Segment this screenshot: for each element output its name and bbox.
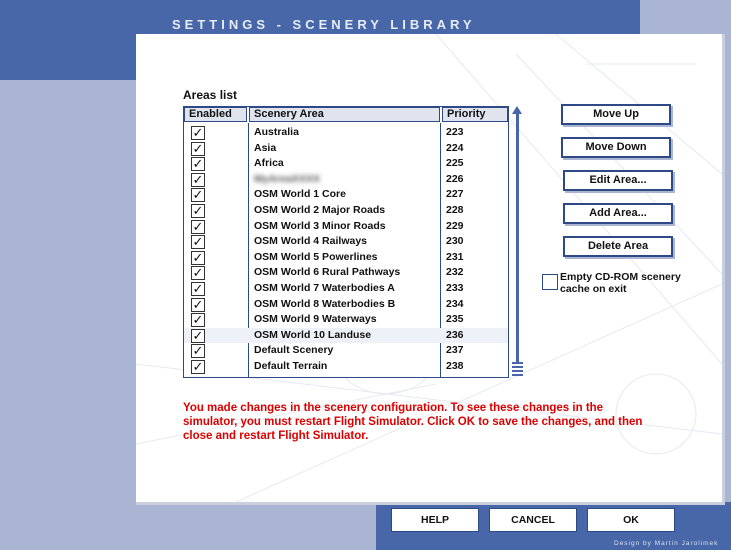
table-row[interactable] xyxy=(184,281,508,297)
scenery-area-name: Default Scenery xyxy=(254,344,334,357)
areas-list-label: Areas list xyxy=(183,88,238,102)
priority-value: 226 xyxy=(446,172,464,185)
table-row[interactable] xyxy=(184,156,508,172)
help-button[interactable]: HELP xyxy=(391,508,479,532)
table-row[interactable] xyxy=(184,250,508,266)
enabled-checkbox[interactable]: ✓ xyxy=(192,156,204,172)
scenery-area-name: OSM World 4 Railways xyxy=(254,235,368,248)
scenery-area-name: Default Terrain xyxy=(254,359,328,372)
priority-value: 223 xyxy=(446,126,464,138)
priority-value: 234 xyxy=(446,297,464,310)
list-scrollbar[interactable] xyxy=(512,106,522,378)
scenery-area-name: Asia xyxy=(254,141,277,154)
scenery-area-name: OSM World 8 Waterbodies B xyxy=(254,297,396,310)
edit-area-button[interactable]: Edit Area... xyxy=(563,170,673,191)
design-credit: Design by Martin Jarolimek xyxy=(614,540,719,547)
scenery-area-name: OSM World 6 Rural Pathways xyxy=(254,266,401,279)
column-header-scenery-area[interactable]: Scenery Area xyxy=(249,107,440,122)
scenery-area-name: Africa xyxy=(254,157,284,170)
priority-value: 235 xyxy=(446,313,464,326)
table-row[interactable] xyxy=(184,125,508,141)
page-title: SETTINGS - SCENERY LIBRARY xyxy=(172,17,476,32)
enabled-checkbox[interactable]: ✓ xyxy=(192,358,204,374)
scenery-area-name: Australia xyxy=(254,126,299,138)
table-row[interactable] xyxy=(184,265,508,281)
priority-value: 227 xyxy=(446,188,464,201)
scrollbar-track[interactable] xyxy=(516,114,519,368)
enabled-checkbox[interactable]: ✓ xyxy=(192,140,204,156)
enabled-checkbox[interactable]: ✓ xyxy=(192,234,204,250)
left-band xyxy=(0,80,136,550)
settings-panel xyxy=(136,34,725,505)
priority-value: 230 xyxy=(446,235,464,248)
scenery-area-name: OSM World 10 Landuse xyxy=(254,328,372,341)
priority-value: 231 xyxy=(446,250,464,263)
priority-value: 224 xyxy=(446,141,464,154)
enabled-checkbox[interactable]: ✓ xyxy=(192,171,204,187)
column-header-enabled[interactable]: Enabled xyxy=(184,107,247,122)
empty-cache-checkbox[interactable] xyxy=(542,274,558,290)
priority-value: 233 xyxy=(446,281,464,294)
priority-value: 238 xyxy=(446,359,464,372)
table-row[interactable] xyxy=(184,297,508,313)
empty-cache-label[interactable]: Empty CD-ROM scenery cache on exit xyxy=(560,271,681,295)
cancel-button[interactable]: CANCEL xyxy=(489,508,577,532)
table-row[interactable] xyxy=(184,172,508,188)
scenery-area-name: OSM World 9 Waterways xyxy=(254,313,377,326)
move-down-button[interactable]: Move Down xyxy=(561,137,671,158)
enabled-checkbox[interactable]: ✓ xyxy=(192,265,204,281)
scenery-area-name: OSM World 7 Waterbodies A xyxy=(254,281,395,294)
priority-value: 229 xyxy=(446,219,464,232)
table-row[interactable] xyxy=(184,312,508,328)
scenery-area-name: OSM World 3 Minor Roads xyxy=(254,219,386,232)
list-rows xyxy=(184,125,508,375)
enabled-checkbox[interactable]: ✓ xyxy=(192,280,204,296)
scenery-area-name: OSM World 1 Core xyxy=(254,188,346,201)
top-right-strip xyxy=(640,0,731,34)
delete-area-button[interactable]: Delete Area xyxy=(563,236,673,257)
enabled-checkbox[interactable]: ✓ xyxy=(192,327,204,343)
priority-value: 228 xyxy=(446,203,464,216)
table-row[interactable] xyxy=(184,203,508,219)
bottom-left-band xyxy=(136,502,376,550)
priority-value: 236 xyxy=(446,328,464,341)
table-row[interactable] xyxy=(184,234,508,250)
table-row[interactable] xyxy=(184,359,508,375)
ok-button[interactable]: OK xyxy=(587,508,675,532)
priority-value: 237 xyxy=(446,344,464,357)
scroll-down-grip-icon[interactable] xyxy=(512,362,523,376)
table-row[interactable] xyxy=(184,187,508,203)
enabled-checkbox[interactable]: ✓ xyxy=(192,343,204,359)
table-row[interactable] xyxy=(184,343,508,359)
priority-value: 232 xyxy=(446,266,464,279)
restart-warning-message: You made changes in the scenery configuration. To see these changes in the simulator, you must restart Flight Simulator. Click OK to save the changes, and then close and restart Flight Simulator. xyxy=(183,402,643,442)
move-up-button[interactable]: Move Up xyxy=(561,104,671,125)
enabled-checkbox[interactable]: ✓ xyxy=(192,296,204,312)
priority-value: 225 xyxy=(446,157,464,170)
column-header-priority[interactable]: Priority xyxy=(442,107,508,122)
enabled-checkbox[interactable]: ✓ xyxy=(192,249,204,265)
add-area-button[interactable]: Add Area... xyxy=(563,203,673,224)
enabled-checkbox[interactable]: ✓ xyxy=(192,125,204,140)
table-row[interactable] xyxy=(184,219,508,235)
scenery-area-name: OSM World 5 Powerlines xyxy=(254,250,378,263)
table-row[interactable] xyxy=(184,328,508,344)
table-row[interactable] xyxy=(184,141,508,157)
scroll-up-arrow-icon[interactable] xyxy=(512,106,522,114)
enabled-checkbox[interactable]: ✓ xyxy=(192,187,204,203)
areas-list[interactable] xyxy=(183,106,509,378)
scenery-area-name: MyAreaXXXX xyxy=(254,172,320,185)
list-header xyxy=(184,107,508,123)
scenery-area-name: OSM World 2 Major Roads xyxy=(254,203,386,216)
enabled-checkbox[interactable]: ✓ xyxy=(192,202,204,218)
enabled-checkbox[interactable]: ✓ xyxy=(192,312,204,328)
enabled-checkbox[interactable]: ✓ xyxy=(192,218,204,234)
